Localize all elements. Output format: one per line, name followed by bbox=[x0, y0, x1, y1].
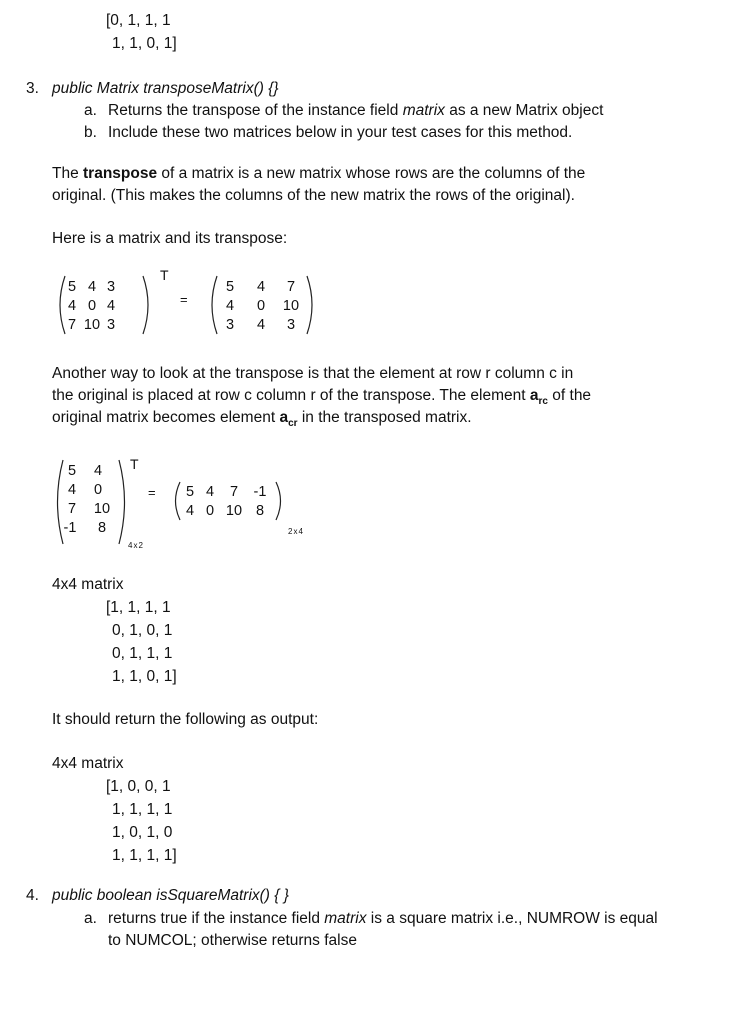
right-paren-icon bbox=[304, 274, 318, 336]
cell: 4 bbox=[93, 463, 103, 479]
input-matrix-row: [1, 1, 1, 1 bbox=[106, 599, 171, 616]
example-intro: Here is a matrix and its transpose: bbox=[52, 230, 288, 247]
cell: 7 bbox=[286, 279, 296, 295]
cell: 3 bbox=[225, 317, 235, 333]
cell: 7 bbox=[229, 484, 239, 500]
cell: 5 bbox=[225, 279, 235, 295]
cell: 5 bbox=[67, 463, 77, 479]
input-matrix-row: 0, 1, 0, 1 bbox=[112, 622, 173, 639]
item-4-signature: public boolean isSquareMatrix() { } bbox=[52, 887, 289, 904]
right-paren-icon bbox=[274, 480, 286, 522]
top-matrix-row-2: 1, 1, 0, 1] bbox=[112, 35, 177, 52]
cell: -1 bbox=[253, 484, 267, 500]
output-matrix-row: 1, 1, 1, 1 bbox=[112, 801, 173, 818]
input-matrix-label: 4x4 matrix bbox=[52, 576, 124, 593]
cell: 4 bbox=[106, 298, 116, 314]
cell: 0 bbox=[256, 298, 266, 314]
item-3-number: 3. bbox=[26, 80, 39, 97]
cell: 10 bbox=[93, 501, 111, 517]
explanation-line-3: original matrix becomes element $a_{cr}$ in the transposed matrix. bbox=[52, 409, 472, 430]
input-matrix-row: 1, 1, 0, 1] bbox=[112, 668, 177, 685]
item-4a-label: a. bbox=[84, 910, 97, 927]
output-matrix-row: 1, 0, 1, 0 bbox=[112, 824, 173, 841]
cell: 10 bbox=[225, 503, 243, 519]
cell: 4 bbox=[185, 503, 195, 519]
original-dimension-label: 4x2 bbox=[128, 541, 144, 550]
cell: 4 bbox=[225, 298, 235, 314]
transposed-dimension-label: 2x4 bbox=[288, 527, 304, 536]
explanation-line-1: Another way to look at the transpose is that the element at row r column c in bbox=[52, 365, 574, 382]
right-paren-icon bbox=[140, 274, 154, 336]
transpose-superscript: T bbox=[130, 456, 139, 472]
cell: 4 bbox=[67, 298, 77, 314]
cell: 4 bbox=[205, 484, 215, 500]
cell: 7 bbox=[67, 317, 77, 333]
item-4a-line-1: returns true if the instance field matrix is a square matrix i.e., NUMROW is equal bbox=[108, 910, 658, 927]
cell: -1 bbox=[63, 520, 77, 536]
item-3a-label: a. bbox=[84, 102, 97, 119]
cell: 5 bbox=[185, 484, 195, 500]
cell: 4 bbox=[67, 482, 77, 498]
output-matrix-label: 4x4 matrix bbox=[52, 755, 124, 772]
cell: 0 bbox=[93, 482, 103, 498]
input-matrix-row: 0, 1, 1, 1 bbox=[112, 645, 173, 662]
transpose-definition-line-2: original. (This makes the columns of the new matrix the rows of the original). bbox=[52, 187, 575, 204]
cell: 10 bbox=[282, 298, 300, 314]
cell: 10 bbox=[83, 317, 101, 333]
equals-sign: = bbox=[148, 485, 156, 500]
cell: 5 bbox=[67, 279, 77, 295]
item-4-number: 4. bbox=[26, 887, 39, 904]
output-matrix-row: [1, 0, 0, 1 bbox=[106, 778, 171, 795]
equals-sign: = bbox=[180, 292, 188, 307]
cell: 0 bbox=[87, 298, 97, 314]
cell: 4 bbox=[256, 279, 266, 295]
cell: 3 bbox=[106, 279, 116, 295]
cell: 7 bbox=[67, 501, 77, 517]
cell: 4 bbox=[87, 279, 97, 295]
cell: 3 bbox=[106, 317, 116, 333]
top-matrix-row-1: [0, 1, 1, 1 bbox=[106, 12, 171, 29]
output-matrix-row: 1, 1, 1, 1] bbox=[112, 847, 177, 864]
item-3-signature: public Matrix transposeMatrix() {} bbox=[52, 80, 279, 97]
cell: 3 bbox=[286, 317, 296, 333]
cell: 0 bbox=[205, 503, 215, 519]
item-3b-label: b. bbox=[84, 124, 97, 141]
cell: 4 bbox=[256, 317, 266, 333]
output-intro: It should return the following as output: bbox=[52, 711, 319, 728]
transpose-superscript: T bbox=[160, 267, 169, 283]
item-4a-line-2: to NUMCOL; otherwise returns false bbox=[108, 932, 357, 949]
right-paren-icon bbox=[116, 458, 130, 546]
transpose-definition-line-1: The transpose of a matrix is a new matrix whose rows are the columns of the bbox=[52, 165, 586, 182]
item-3a-text: Returns the transpose of the instance field matrix as a new Matrix object bbox=[108, 102, 604, 119]
explanation-line-2: the original is placed at row c column r of the transpose. The element $a_{rc}$ of the bbox=[52, 387, 592, 408]
item-3b-text: Include these two matrices below in your test cases for this method. bbox=[108, 124, 573, 141]
cell: 8 bbox=[97, 520, 107, 536]
cell: 8 bbox=[255, 503, 265, 519]
